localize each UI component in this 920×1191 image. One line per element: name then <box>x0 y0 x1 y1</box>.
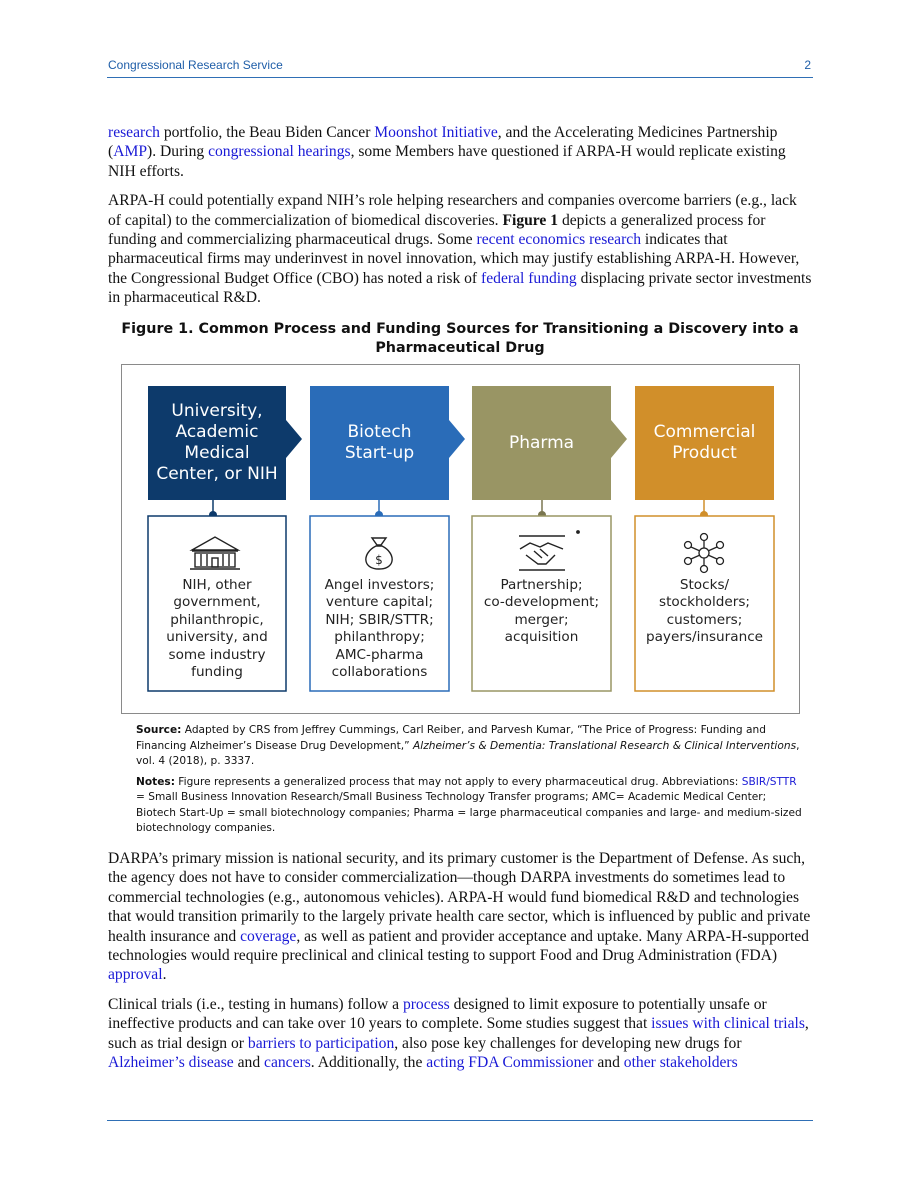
funding-text-4: Stocks/ stockholders; customers; payers/insurance <box>645 577 764 646</box>
link-approval[interactable]: approval <box>108 966 163 984</box>
figure-source-notes <box>136 723 806 842</box>
link-barriers-to-participation[interactable]: barriers to participation <box>247 1034 395 1052</box>
source-line: Source: Adapted by CRS from Jeffrey Cummings, Carl Reiber, and Parvesh Kumar, “The Price of Progress: Funding and Financing Alzheimer’s Disease Drug Development,” Alzheimer’s & Dementia: Translational Research & Clinical Interventions, vol. 4 (2018), p. 3337. <box>136 724 800 767</box>
paragraph-1: research portfolio, the Beau Biden Cancer Moonshot Initiative, and the Accelerating Medicines Partnership (AMP). During congressional hearings, some Members have questioned if ARPA-H would replicate existing NIH efforts. <box>108 124 786 180</box>
stage-label-1: University, Academic Medical Center, or NIH <box>156 401 278 484</box>
link-acting-fda-commissioner[interactable]: acting FDA Commissioner <box>426 1054 594 1072</box>
page-number: 2 <box>804 58 811 72</box>
body-upper <box>108 123 813 318</box>
link-congressional-hearings[interactable]: congressional hearings <box>208 143 351 161</box>
link-recent-economics-research[interactable]: recent economics research <box>476 231 642 249</box>
stage-label-4: Commercial Product <box>653 422 756 463</box>
funding-text-1: NIH, other government, philanthropic, university, and some industry funding <box>166 577 268 681</box>
link-other-stakeholders[interactable]: other stakeholders <box>623 1054 738 1072</box>
link-amp[interactable]: AMP <box>113 143 148 161</box>
link-cancers[interactable]: cancers <box>264 1054 311 1072</box>
running-header <box>108 58 813 76</box>
header-rule <box>107 77 813 78</box>
link-moonshot[interactable]: Moonshot Initiative <box>374 124 498 141</box>
header-org: Congressional Research Service <box>108 58 283 72</box>
figure-title: Figure 1. Common Process and Funding Sources for Transitioning a Discovery into a Pharmaceutical Drug <box>121 321 799 356</box>
link-federal-funding[interactable]: federal funding <box>481 269 577 287</box>
paragraph-3: DARPA’s primary mission is national security, and its primary customer is the Department of Defense. As such, the agency does not have to consider commercialization—though DARPA investments do sometimes lead to commercial technologies (e.g., autonomous vehicles). ARPA-H would fund biomedical R&D and technologies that would transition primarily to the largely private health care sector, which is influenced by public and private health insurance and coverage, as well as patient and provider acceptance and uptake. Many ARPA-H-supported technologies would require preclinical and clinical testing to support Food and Drug Administration (FDA) approval. <box>108 850 811 984</box>
link-coverage[interactable]: coverage <box>240 927 297 945</box>
link-process[interactable]: process <box>402 995 450 1013</box>
notes-line: Notes: Figure represents a generalized process that may not apply to every pharmaceutical drug. Abbreviations: SBIR/STTR = Small Business Innovation Research/Small Business Technology Transfer programs; AMC= Academic Medical Center; Biotech Start-Up = small biotechnology companies; Pharma = large pharmaceutical companies and large- and medium-sized biotechnology companies. <box>136 775 802 834</box>
stage-label-3: Pharma <box>508 432 575 453</box>
stage-label-2: Biotech Start-up <box>344 422 415 463</box>
figure-reference: Figure 1 <box>502 211 559 229</box>
link-issues-with-clinical-trials[interactable]: issues with clinical trials <box>651 1015 805 1033</box>
footer-rule <box>107 1120 813 1121</box>
funding-text-3: Partnership; co-development; merger; acquisition <box>483 577 600 646</box>
figure-frame <box>121 364 800 714</box>
link-sbir-sttr[interactable]: SBIR/STTR <box>741 775 797 788</box>
paragraph-2: ARPA-H could potentially expand NIH’s role helping researchers and companies overcome barriers (e.g., lack of capital) to the commercialization of biomedical discoveries. Figure 1 depicts a generalized process for funding and commercializing pharmaceutical drugs. Some recent economics research indicates that pharmaceutical firms may underinvest in novel innovation, which may justify establishing ARPA-H. However, the Congressional Budget Office (CBO) has noted a risk of federal funding displacing private sector investments in pharmaceutical R&D. <box>108 192 812 307</box>
body-lower <box>108 849 813 1082</box>
svg-text:$: $ <box>375 553 383 567</box>
link-alzheimers-disease[interactable]: Alzheimer’s disease <box>108 1054 234 1072</box>
funding-text-2: Angel investors; venture capital; NIH; SBIR/STTR; philanthropy; AMC-pharma collaborations <box>324 577 435 681</box>
paragraph-4: Clinical trials (i.e., testing in humans) follow a process designed to limit exposure to potentially unsafe or ineffective products and can take over 10 years to complete. Some studies suggest that issues with clinical trials, such as trial design or barriers to participation, also pose key challenges for developing new drugs for Alzheimer’s disease and cancers. Additionally, the acting FDA Commissioner and other stakeholders <box>108 995 809 1072</box>
link-research[interactable]: research <box>108 124 160 141</box>
